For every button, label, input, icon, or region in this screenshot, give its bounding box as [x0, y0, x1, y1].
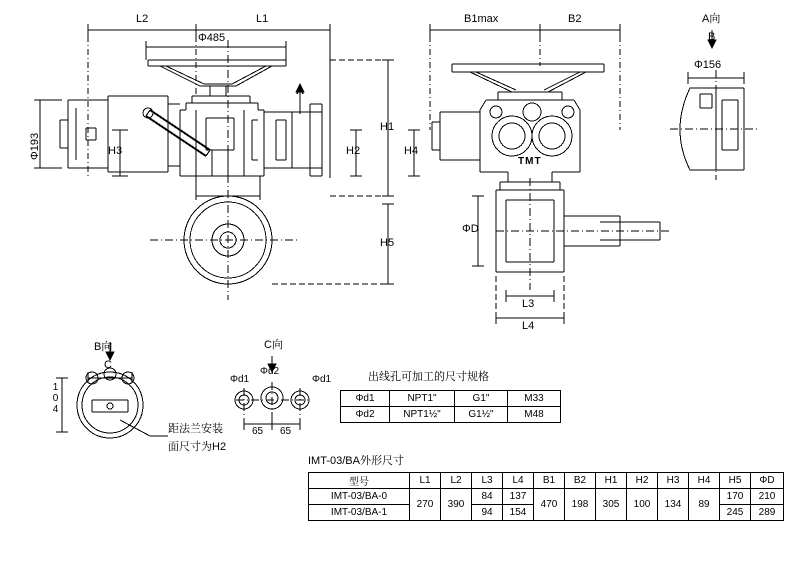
hole-c3-0: M33 — [508, 391, 561, 407]
brand-label: TMT — [518, 156, 542, 167]
section-arrow-A-label: A — [296, 85, 304, 97]
dim-label-D193: Φ193 — [29, 132, 41, 160]
view-a-label: A向 — [702, 13, 721, 25]
dim-label-B2: B2 — [568, 13, 582, 25]
dim-label-L4: L4 — [522, 320, 535, 332]
note-line-2: 面尺寸为H2 — [168, 441, 227, 453]
hole-name-1: Φd2 — [341, 407, 390, 423]
hole-spec-table — [340, 390, 561, 423]
view-b-sub-label: C — [104, 359, 112, 371]
dim-label-phid1-right: Φd1 — [312, 374, 332, 385]
table-header-row — [309, 473, 784, 489]
table-row — [341, 407, 561, 423]
dim-label-H2: H2 — [346, 145, 361, 157]
cell-L3-0: 84 — [472, 489, 503, 505]
dim-label-phid2: Φd2 — [260, 366, 280, 377]
col-H1: H1 — [596, 473, 627, 489]
hole-c1-1: NPT1½" — [390, 407, 455, 423]
cell-L1: 270 — [410, 489, 441, 521]
dim-label-65-left: 65 — [252, 426, 264, 437]
dim-label-H4: H4 — [404, 145, 419, 157]
table-row — [309, 489, 784, 505]
cell-L4-0: 137 — [503, 489, 534, 505]
view-a-sub-label: B — [708, 31, 716, 43]
hole-table-title: 出线孔可加工的尺寸规格 — [368, 371, 489, 383]
hole-c3-1: M48 — [508, 407, 561, 423]
cell-H5-1: 245 — [720, 505, 751, 521]
col-H2: H2 — [627, 473, 658, 489]
cell-H5-0: 170 — [720, 489, 751, 505]
col-L4: L4 — [503, 473, 534, 489]
dim-label-B1max: B1max — [464, 13, 499, 25]
cell-L3-1: 94 — [472, 505, 503, 521]
col-L1: L1 — [410, 473, 441, 489]
cell-D-0: 210 — [751, 489, 784, 505]
view-c-label: C向 — [264, 339, 283, 351]
dim-label-H5: H5 — [380, 237, 395, 249]
dim-label-H1: H1 — [380, 121, 395, 133]
col-B1: B1 — [534, 473, 565, 489]
col-model: 型号 — [309, 473, 410, 489]
table-row — [341, 391, 561, 407]
dim-label-104: 104 — [50, 382, 61, 415]
dimension-table — [308, 472, 784, 521]
cell-B1: 470 — [534, 489, 565, 521]
cell-H3: 134 — [658, 489, 689, 521]
dim-label-PhiD: ΦD — [462, 223, 479, 235]
dim-table-title: IMT-03/BA外形尺寸 — [308, 455, 404, 467]
cell-H2: 100 — [627, 489, 658, 521]
col-L2: L2 — [441, 473, 472, 489]
col-L3: L3 — [472, 473, 503, 489]
col-H3: H3 — [658, 473, 689, 489]
dim-label-L3: L3 — [522, 298, 535, 310]
dim-label-D485: Φ485 — [198, 32, 226, 44]
cell-model-0: IMT-03/BA-0 — [309, 489, 410, 505]
hole-c1-0: NPT1" — [390, 391, 455, 407]
dim-label-phid1-left: Φd1 — [230, 374, 250, 385]
cell-L2: 390 — [441, 489, 472, 521]
hole-c2-1: G1½" — [455, 407, 508, 423]
col-B2: B2 — [565, 473, 596, 489]
note-line-1: 距法兰安装 — [168, 423, 223, 435]
hole-c2-0: G1" — [455, 391, 508, 407]
col-H4: H4 — [689, 473, 720, 489]
dim-label-65-right: 65 — [280, 426, 292, 437]
col-D: ΦD — [751, 473, 784, 489]
cell-model-1: IMT-03/BA-1 — [309, 505, 410, 521]
cell-L4-1: 154 — [503, 505, 534, 521]
cell-B2: 198 — [565, 489, 596, 521]
dim-label-L2: L2 — [136, 13, 149, 25]
cell-H1: 305 — [596, 489, 627, 521]
dim-label-L1: L1 — [256, 13, 269, 25]
col-H5: H5 — [720, 473, 751, 489]
dim-label-H3: H3 — [108, 145, 123, 157]
cell-H4: 89 — [689, 489, 720, 521]
view-b-label: B向 — [94, 341, 113, 353]
dim-label-D156: Φ156 — [694, 59, 722, 71]
cell-D-1: 289 — [751, 505, 784, 521]
hole-name-0: Φd1 — [341, 391, 390, 407]
